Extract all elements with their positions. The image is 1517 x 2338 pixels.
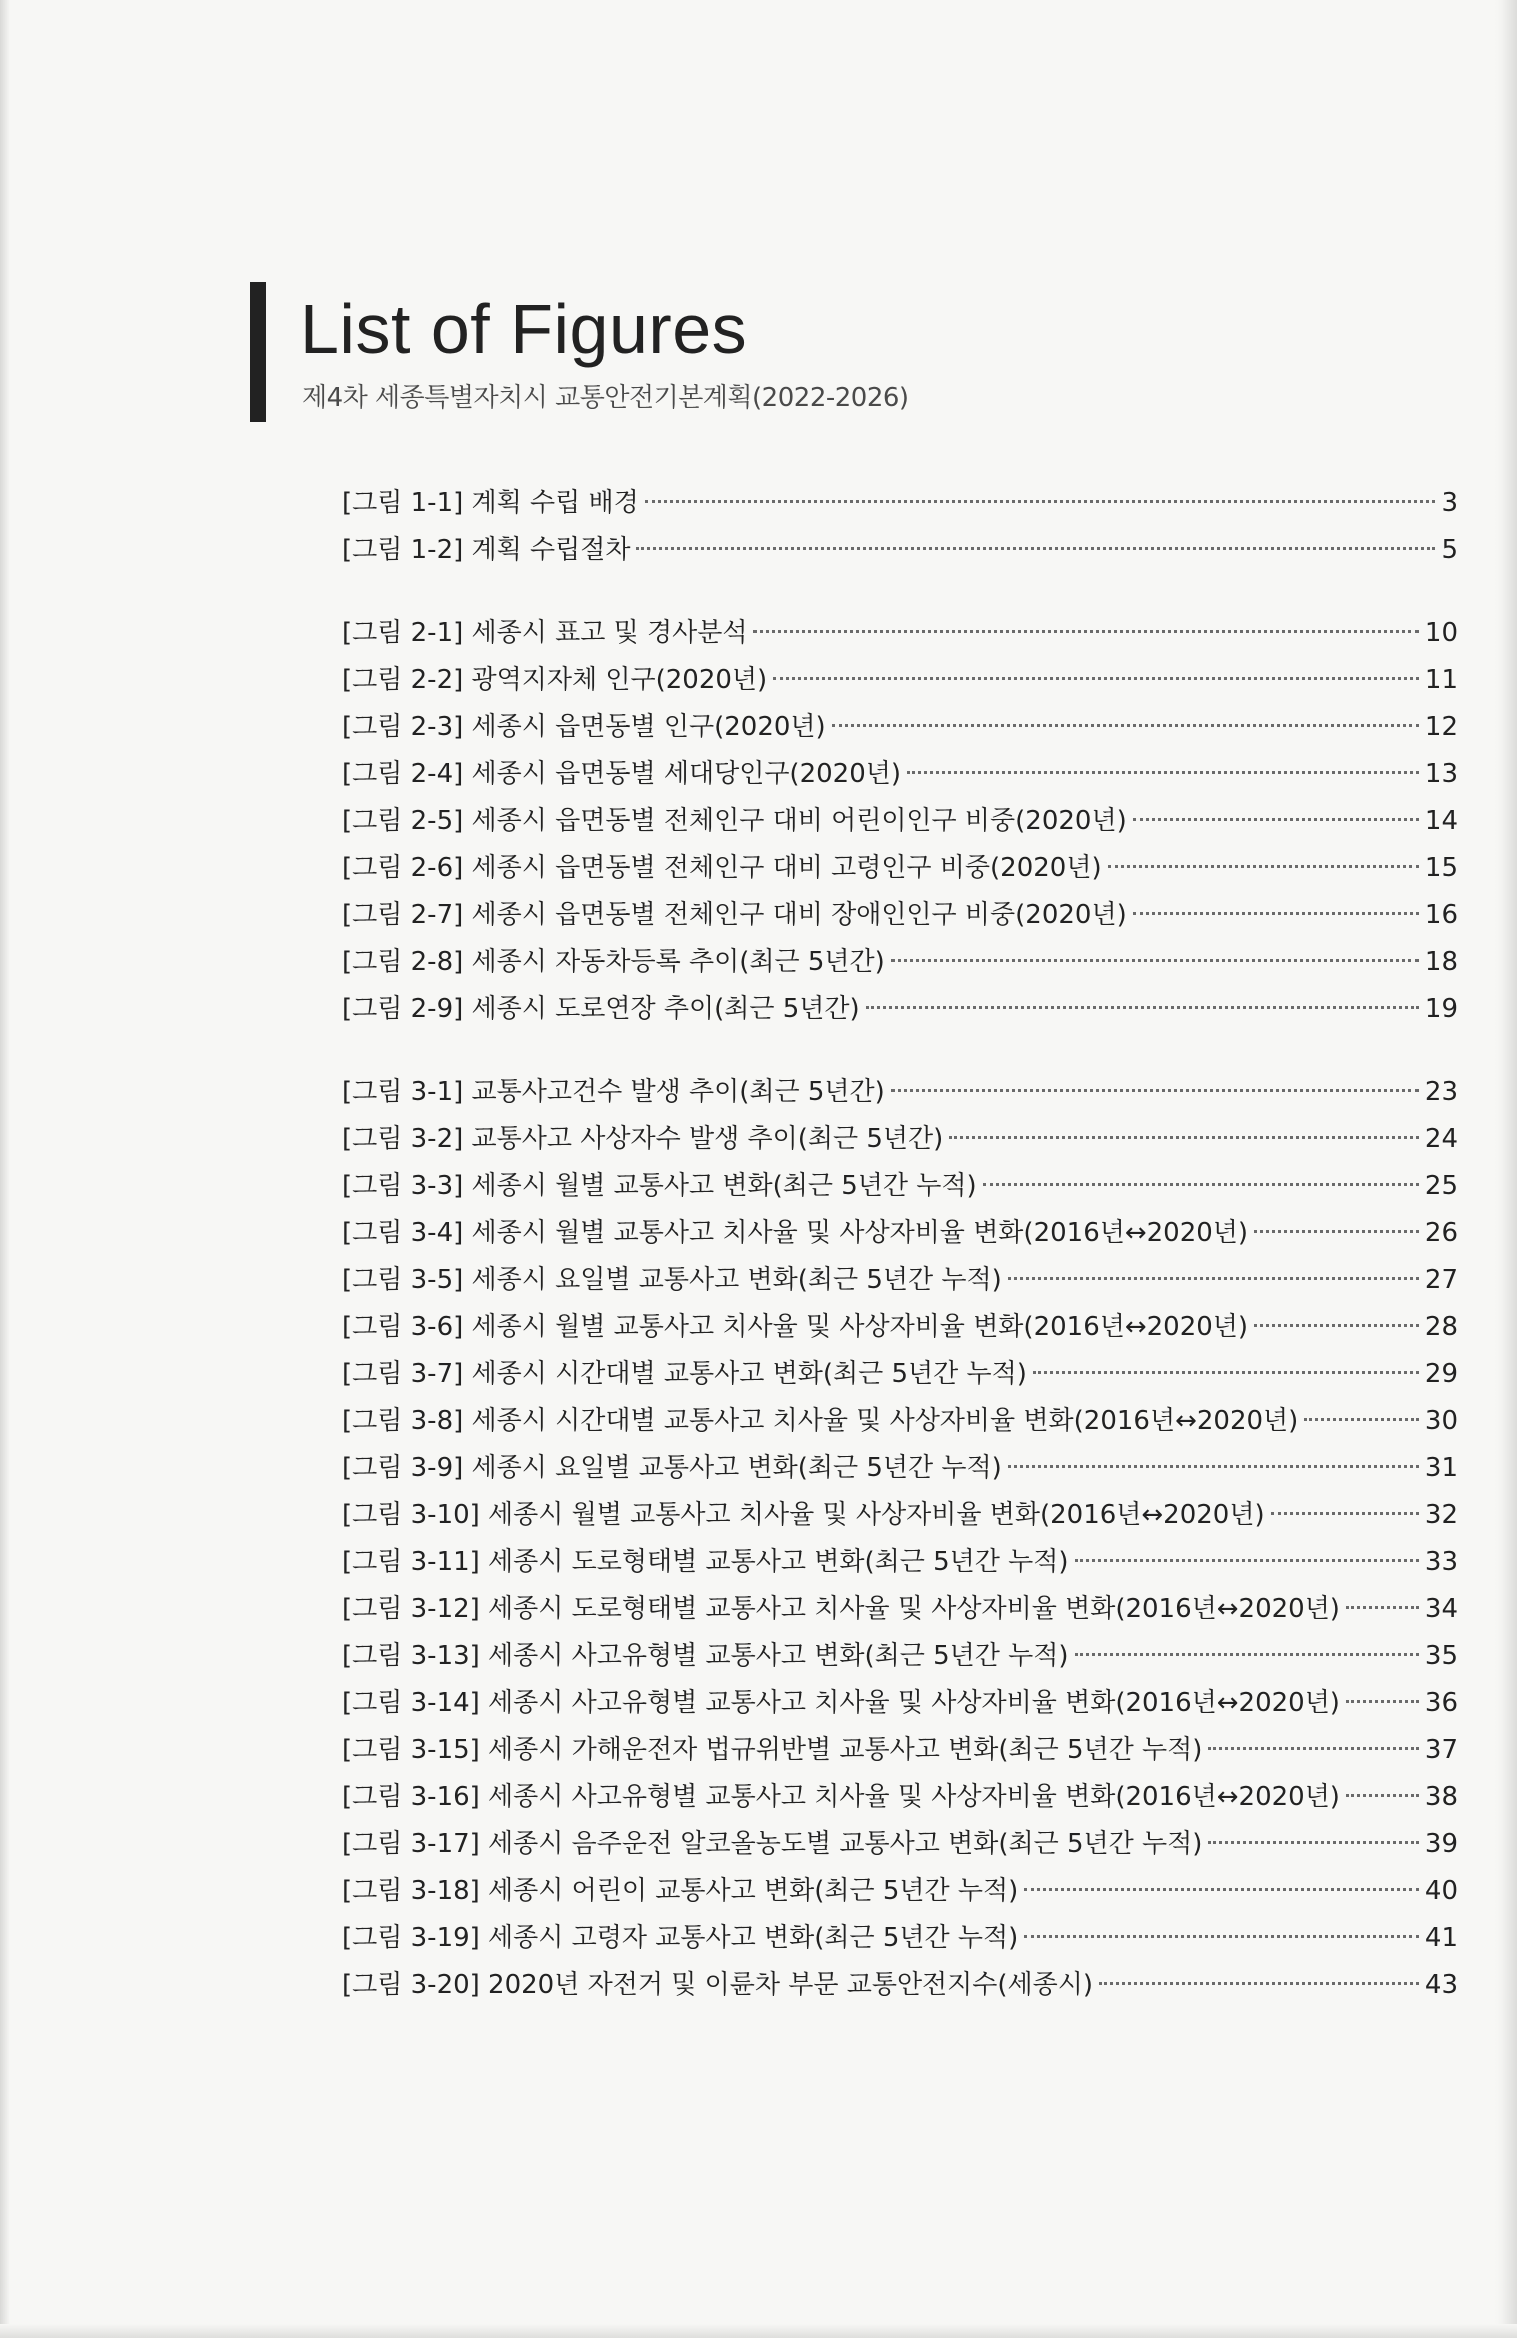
figure-entry-label: [그림 3-19] 세종시 고령자 교통사고 변화(최근 5년간 누적) [342,1923,1019,1953]
figure-entry-label: [그림 3-13] 세종시 사고유형별 교통사고 변화(최근 5년간 누적) [342,1641,1069,1671]
figure-entry[interactable] [342,845,1458,892]
dot-leader [907,771,1419,774]
figure-entry-page-number: 28 [1424,1312,1458,1342]
figure-entry-label: [그림 1-2] 계획 수립절차 [342,535,631,565]
figure-entry[interactable] [342,1821,1458,1868]
dot-leader [1304,1418,1419,1421]
dot-leader [1254,1324,1419,1327]
figure-entry[interactable] [342,1586,1458,1633]
page-title: List of Figures [300,290,748,368]
figure-group [342,610,1458,1033]
figure-entry-page-number: 12 [1424,712,1458,742]
figure-entry[interactable] [342,1163,1458,1210]
figure-entry-label: [그림 3-8] 세종시 시간대별 교통사고 치사율 및 사상자비율 변화(2016년↔2020년) [342,1406,1299,1436]
figure-entry[interactable] [342,704,1458,751]
dot-leader [1033,1371,1419,1374]
figure-entry-page-number: 33 [1424,1547,1458,1577]
figure-entry-label: [그림 3-17] 세종시 음주운전 알코올농도별 교통사고 변화(최근 5년간 누적) [342,1829,1203,1859]
title-accent-bar [250,282,266,422]
figure-entry-label: [그림 2-6] 세종시 읍면동별 전체인구 대비 고령인구 비중(2020년) [342,853,1102,883]
figure-entry[interactable] [342,751,1458,798]
dot-leader [1208,1747,1419,1750]
dot-leader [1008,1465,1419,1468]
dot-leader [1108,865,1419,868]
figure-entry-page-number: 11 [1424,665,1458,695]
dot-leader [891,959,1419,962]
dot-leader [1008,1277,1419,1280]
dot-leader [1346,1700,1419,1703]
figure-entry[interactable] [342,939,1458,986]
figure-entry-label: [그림 3-18] 세종시 어린이 교통사고 변화(최근 5년간 누적) [342,1876,1019,1906]
dot-leader [1075,1653,1419,1656]
figure-entry-label: [그림 2-5] 세종시 읍면동별 전체인구 대비 어린이인구 비중(2020년) [342,806,1127,836]
figure-entry-page-number: 38 [1424,1782,1458,1812]
figure-entry-page-number: 41 [1424,1923,1458,1953]
figure-entry-label: [그림 3-11] 세종시 도로형태별 교통사고 변화(최근 5년간 누적) [342,1547,1069,1577]
figure-entry[interactable] [342,1868,1458,1915]
figure-entry-page-number: 23 [1424,1077,1458,1107]
figure-entry-page-number: 39 [1424,1829,1458,1859]
figure-entry-label: [그림 3-4] 세종시 월별 교통사고 치사율 및 사상자비율 변화(2016년↔2020년) [342,1218,1249,1248]
figure-entry-label: [그림 3-15] 세종시 가해운전자 법규위반별 교통사고 변화(최근 5년간 누적) [342,1735,1203,1765]
figure-entry-label: [그림 3-20] 2020년 자전거 및 이륜차 부문 교통안전지수(세종시) [342,1970,1094,2000]
figure-entry-label: [그림 2-1] 세종시 표고 및 경사분석 [342,618,748,648]
figure-entry[interactable] [342,1539,1458,1586]
figure-entry[interactable] [342,1210,1458,1257]
dot-leader [983,1183,1419,1186]
dot-leader [645,500,1436,503]
figure-entry-page-number: 16 [1424,900,1458,930]
figure-entry-page-number: 13 [1424,759,1458,789]
dot-leader [1133,912,1419,915]
figure-entry[interactable] [342,1304,1458,1351]
figure-entry-label: [그림 1-1] 계획 수립 배경 [342,488,639,518]
figure-entry-page-number: 26 [1424,1218,1458,1248]
dot-leader [1075,1559,1419,1562]
dot-leader [773,677,1419,680]
page-subtitle: 제4차 세종특별자치시 교통안전기본계획(2022-2026) [302,383,909,413]
figure-entry-page-number: 5 [1441,535,1458,565]
figure-entry-label: [그림 3-7] 세종시 시간대별 교통사고 변화(최근 5년간 누적) [342,1359,1027,1389]
figure-entry-page-number: 19 [1424,994,1458,1024]
figure-entry[interactable] [342,1774,1458,1821]
figure-entry-label: [그림 2-7] 세종시 읍면동별 전체인구 대비 장애인인구 비중(2020년) [342,900,1127,930]
figure-entry-label: [그림 3-5] 세종시 요일별 교통사고 변화(최근 5년간 누적) [342,1265,1002,1295]
figure-entry-page-number: 35 [1424,1641,1458,1671]
figure-entry-page-number: 40 [1424,1876,1458,1906]
dot-leader [1271,1512,1419,1515]
figure-entry-label: [그림 3-14] 세종시 사고유형별 교통사고 치사율 및 사상자비율 변화(2016년↔2020년) [342,1688,1340,1718]
figure-entry[interactable] [342,1398,1458,1445]
figure-entry-page-number: 18 [1424,947,1458,977]
figure-entry-label: [그림 3-1] 교통사고건수 발생 추이(최근 5년간) [342,1077,885,1107]
figure-entry[interactable] [342,1257,1458,1304]
figure-entry-label: [그림 2-2] 광역지자체 인구(2020년) [342,665,768,695]
dot-leader [891,1089,1419,1092]
dot-leader [866,1006,1419,1009]
figure-entry-page-number: 31 [1424,1453,1458,1483]
figure-entry-page-number: 32 [1424,1500,1458,1530]
figure-list [342,480,1458,2045]
dot-leader [1024,1888,1419,1891]
dot-leader [832,724,1419,727]
figure-entry-label: [그림 3-16] 세종시 사고유형별 교통사고 치사율 및 사상자비율 변화(2016년↔2020년) [342,1782,1340,1812]
figure-entry-label: [그림 2-3] 세종시 읍면동별 인구(2020년) [342,712,826,742]
figure-entry-page-number: 43 [1424,1970,1458,2000]
figure-entry[interactable] [342,657,1458,704]
figure-entry-label: [그림 3-3] 세종시 월별 교통사고 변화(최근 5년간 누적) [342,1171,977,1201]
figure-entry[interactable] [342,1116,1458,1163]
dot-leader [1024,1935,1419,1938]
figure-entry-page-number: 3 [1441,488,1458,518]
figure-entry-label: [그림 3-12] 세종시 도로형태별 교통사고 치사율 및 사상자비율 변화(2016년↔2020년) [342,1594,1340,1624]
figure-entry[interactable] [342,1680,1458,1727]
figure-entry[interactable] [342,1633,1458,1680]
page-edge-shadow [0,0,10,2338]
figure-entry-page-number: 14 [1424,806,1458,836]
figure-entry[interactable] [342,986,1458,1033]
figure-entry-page-number: 37 [1424,1735,1458,1765]
figure-entry-page-number: 34 [1424,1594,1458,1624]
figure-entry-label: [그림 2-8] 세종시 자동차등록 추이(최근 5년간) [342,947,885,977]
figure-entry[interactable] [342,527,1458,574]
figure-group [342,480,1458,574]
figure-entry-page-number: 15 [1424,853,1458,883]
figure-entry-page-number: 30 [1424,1406,1458,1436]
dot-leader [1346,1794,1419,1797]
figure-entry[interactable] [342,1351,1458,1398]
dot-leader [1346,1606,1419,1609]
figure-entry[interactable] [342,1069,1458,1116]
figure-entry[interactable] [342,892,1458,939]
figure-entry[interactable] [342,1915,1458,1962]
figure-entry-label: [그림 3-9] 세종시 요일별 교통사고 변화(최근 5년간 누적) [342,1453,1002,1483]
figure-entry-page-number: 27 [1424,1265,1458,1295]
figure-group [342,1069,1458,2009]
figure-entry-label: [그림 2-4] 세종시 읍면동별 세대당인구(2020년) [342,759,902,789]
dot-leader [1133,818,1419,821]
dot-leader [1254,1230,1419,1233]
figure-entry-page-number: 10 [1424,618,1458,648]
figure-entry-label: [그림 3-2] 교통사고 사상자수 발생 추이(최근 5년간) [342,1124,944,1154]
figure-entry[interactable] [342,1727,1458,1774]
figure-entry[interactable] [342,480,1458,527]
figure-entry[interactable] [342,1445,1458,1492]
page-edge-shadow [1495,0,1517,2338]
figure-entry[interactable] [342,1962,1458,2009]
figure-entry[interactable] [342,1492,1458,1539]
dot-leader [949,1136,1419,1139]
figure-entry[interactable] [342,798,1458,845]
figure-entry-page-number: 29 [1424,1359,1458,1389]
page-edge-shadow [0,2324,1517,2338]
figure-entry-label: [그림 3-6] 세종시 월별 교통사고 치사율 및 사상자비율 변화(2016년↔2020년) [342,1312,1249,1342]
dot-leader [753,630,1418,633]
figure-entry-page-number: 24 [1424,1124,1458,1154]
figure-entry[interactable] [342,610,1458,657]
figure-entry-page-number: 25 [1424,1171,1458,1201]
figure-entry-label: [그림 2-9] 세종시 도로연장 추이(최근 5년간) [342,994,860,1024]
dot-leader [1208,1841,1419,1844]
figure-entry-label: [그림 3-10] 세종시 월별 교통사고 치사율 및 사상자비율 변화(2016년↔2020년) [342,1500,1265,1530]
dot-leader [1099,1982,1419,1985]
figure-entry-page-number: 36 [1424,1688,1458,1718]
dot-leader [636,547,1435,550]
